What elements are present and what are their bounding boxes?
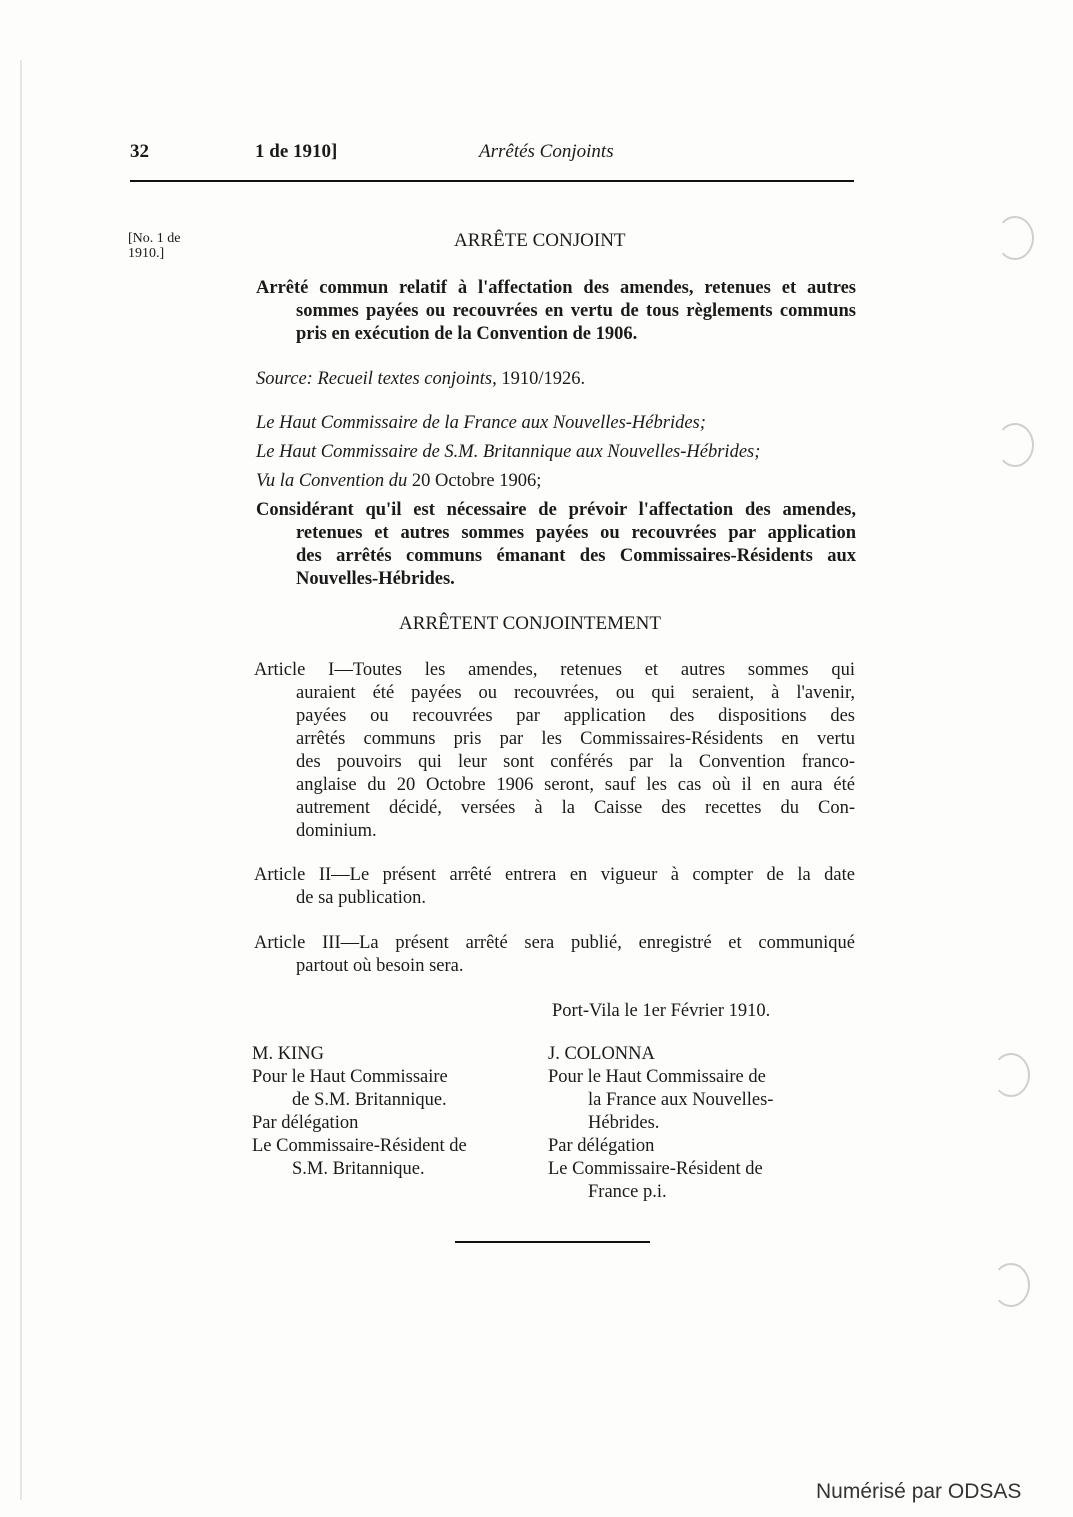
- signatory-name: J. COLONNA: [548, 1044, 655, 1064]
- source-line: [256, 368, 585, 391]
- header-rule: [130, 180, 854, 182]
- margin-note-line: [No. 1 de: [128, 231, 181, 246]
- article-line: auraient été payées ou recouvrées, ou qui seraient, à l'avenir,: [296, 683, 855, 703]
- signature-line: Hébrides.: [588, 1113, 660, 1133]
- considerant-line: des arrêtés communs émanant des Commissaires-Résidents aux: [296, 546, 856, 566]
- binder-hole-icon: [992, 1053, 1030, 1097]
- article-line: Article I—Toutes les amendes, retenues et autres sommes qui: [254, 660, 855, 680]
- signatory-name: M. KING: [252, 1044, 324, 1064]
- subject-line: pris en exécution de la Convention de 1906.: [296, 324, 638, 344]
- considerant-line: retenues et autres sommes payées ou recouvrées par application: [296, 523, 856, 543]
- article-line: Article III—La présent arrêté sera publié, enregistré et communiqué: [254, 933, 855, 953]
- source-value: 1910/1926.: [501, 369, 586, 389]
- preamble-text: Vu la Convention du: [256, 471, 408, 491]
- signature-line: Pour le Haut Commissaire: [252, 1067, 448, 1087]
- article-line: autrement décidé, versées à la Caisse des recettes du Con-: [296, 798, 855, 818]
- binder-hole-icon: [992, 1263, 1030, 1307]
- article-line: Article II—Le présent arrêté entrera en vigueur à compter de la date: [254, 865, 855, 885]
- article-line: arrêtés communs pris par les Commissaires-Résidents en vertu: [296, 729, 855, 749]
- scan-edge: [20, 60, 22, 1500]
- article-line: de sa publication.: [296, 888, 426, 908]
- signature-line: Par délégation: [252, 1113, 359, 1133]
- article-line: dominium.: [296, 821, 377, 841]
- signature-line: S.M. Britannique.: [292, 1159, 425, 1179]
- digitization-credit: Numérisé par ODSAS: [816, 1480, 1022, 1503]
- article-line: des pouvoirs qui leur sont conférés par la Convention franco-: [296, 752, 855, 772]
- article-line: partout où besoin sera.: [296, 956, 464, 976]
- preamble-year: 1906;: [499, 471, 542, 491]
- signature-line: la France aux Nouvelles-: [588, 1090, 774, 1110]
- header-ref: 1 de 1910]: [255, 141, 338, 162]
- preamble-date: 20 Octobre: [411, 471, 495, 491]
- signature-line: Pour le Haut Commissaire de: [548, 1067, 766, 1087]
- running-title: Arrêtés Conjoints: [479, 141, 614, 162]
- signature-line: Le Commissaire-Résident de: [252, 1136, 467, 1156]
- binder-hole-icon: [996, 216, 1034, 260]
- binder-hole-icon: [996, 423, 1034, 467]
- page-number: 32: [130, 141, 149, 162]
- subject-line: sommes payées ou recouvrées en vertu de tous règlements communs: [296, 301, 856, 321]
- operative-heading: ARRÊTENT CONJOINTEMENT: [399, 613, 661, 634]
- margin-note: [128, 231, 181, 261]
- signature-line: Par délégation: [548, 1136, 655, 1156]
- place-date: Port-Vila le 1er Février 1910.: [552, 1001, 771, 1021]
- document-title: ARRÊTE CONJOINT: [454, 230, 626, 251]
- article-line: anglaise du 20 Octobre 1906 seront, sauf les cas où il en aura été: [296, 775, 855, 795]
- considerant-line: Nouvelles-Hébrides.: [296, 569, 455, 589]
- source-label: Source: Recueil textes conjoints,: [256, 369, 497, 389]
- considerant-line: Considérant qu'il est nécessaire de prévoir l'affectation des amendes,: [256, 500, 856, 520]
- preamble-line: Le Haut Commissaire de S.M. Britannique aux Nouvelles-Hébrides;: [256, 442, 761, 462]
- signature-line: Le Commissaire-Résident de: [548, 1159, 763, 1179]
- signature-line: de S.M. Britannique.: [292, 1090, 447, 1110]
- preamble-line: [256, 470, 541, 493]
- signature-line: France p.i.: [588, 1182, 667, 1202]
- end-rule: [455, 1241, 650, 1243]
- article-line: payées ou recouvrées par application des dispositions des: [296, 706, 855, 726]
- preamble-line: Le Haut Commissaire de la France aux Nouvelles-Hébrides;: [256, 413, 706, 433]
- margin-note-line: 1910.]: [128, 246, 165, 261]
- subject-line: Arrêté commun relatif à l'affectation des amendes, retenues et autres: [256, 278, 856, 298]
